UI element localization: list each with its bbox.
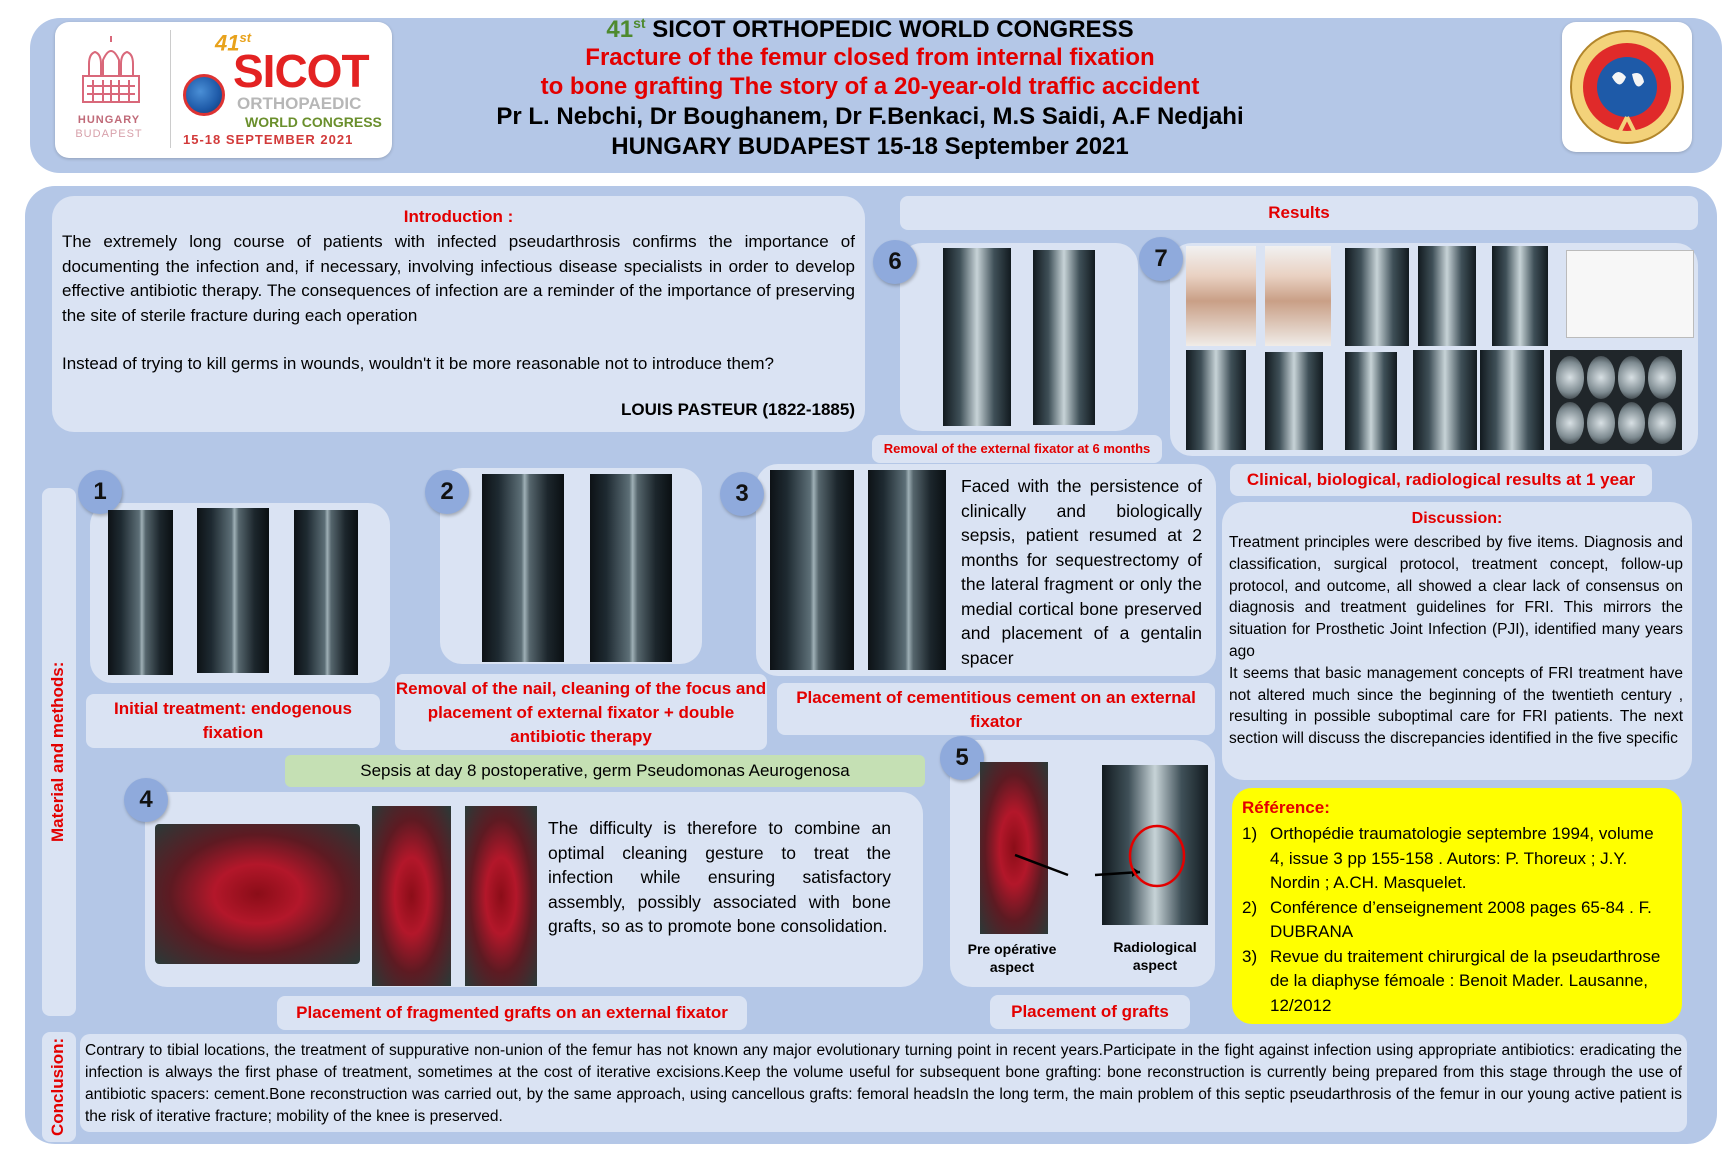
references-heading: Référence: — [1242, 798, 1330, 817]
conclusion-side-label: Conclusion: — [48, 1037, 67, 1137]
step3-xray-1 — [770, 470, 854, 670]
ct-slice — [1556, 356, 1584, 399]
step5-label-preop: Pre opérative aspect — [967, 941, 1057, 975]
references-list — [1242, 822, 1672, 1018]
reference-text: Orthopédie traumatologie septembre 1994, volume 4, issue 3 pp 155-158 . Autors: P. Thoreux ; J.Y. Nordin ; A.CH. Masquelet. — [1270, 824, 1654, 892]
ct-slice — [1587, 402, 1615, 445]
step7-lab-report — [1566, 250, 1694, 338]
reference-item — [1242, 945, 1672, 1019]
logo-divider — [170, 30, 171, 148]
step2-caption: Removal of the nail, cleaning of the focus and placement of external fixator + double antibiotic therapy — [395, 674, 767, 750]
step3-caption: Placement of cementitious cement on an external fixator — [777, 683, 1215, 735]
logo-line1: ORTHOPAEDIC — [237, 94, 362, 113]
logo-line2: WORLD CONGRESS — [245, 114, 382, 130]
logo-globe-icon — [183, 74, 225, 116]
step4-photo-2 — [372, 806, 451, 986]
reference-item — [1242, 896, 1672, 945]
step7-ct-1 — [1418, 246, 1476, 346]
logo-country: HUNGARY — [77, 114, 141, 126]
ct-slice — [1587, 356, 1615, 399]
step7-xray-1 — [1186, 350, 1246, 450]
reference-text: Revue du traitement chirurgical de la pseudarthrose de la diaphyse fémoale : Benoit Mader. Lausanne, 12/2012 — [1270, 946, 1661, 1015]
reference-number: 1) — [1242, 824, 1258, 843]
ct-slice — [1648, 402, 1676, 445]
ct-slice — [1556, 402, 1584, 445]
step7-caption: Clinical, biological, radiological results at 1 year — [1230, 464, 1652, 496]
step7-xray-4 — [1413, 350, 1477, 450]
subtitle-line2: to bone grafting The story of a 20-year-old traffic accident — [540, 73, 1200, 100]
step3-text: Faced with the persistence of clinically and biologically sepsis, patient resumed at 2 months for sequestrectomy of the lateral fragment or only the medial cortical bone preserved and placement of a gentalin spacer — [961, 476, 1202, 668]
page-title — [420, 15, 1320, 44]
step4-photo-1 — [155, 824, 360, 964]
logo-city: BUDAPEST — [75, 128, 143, 140]
methods-side-label: Material and methods: — [48, 661, 67, 843]
ct-slice — [1618, 356, 1646, 399]
step7-xray-pelvis — [1345, 248, 1409, 346]
step6-xray-2 — [1033, 250, 1095, 425]
introduction-heading: Introduction : — [403, 207, 514, 226]
step7-photo-legs-2 — [1265, 246, 1331, 346]
step1-xray-3 — [294, 510, 358, 675]
introduction-para2: Instead of trying to kill germs in wounds, wouldn't it be more reasonable not to introduce them? — [62, 354, 774, 373]
step7-xray-3 — [1345, 352, 1397, 450]
subtitle-line1: Fracture of the femur closed from internal fixation — [585, 44, 1155, 71]
sicot-seal — [1562, 22, 1692, 152]
step4-caption: Placement of fragmented grafts on an external fixator — [277, 996, 747, 1030]
sicot-seal-icon — [1562, 22, 1692, 152]
step3-xray-2 — [868, 470, 946, 670]
step4-photo-3 — [465, 806, 537, 986]
conclusion-text: Contrary to tibial locations, the treatment of suppurative non-union of the femur has not known any major evolutionary turning point in recent years.Participate in the fight against infection using appropriate antibiotics: eradicating the infection is always the first phase of treatment, sometimes at the cost of iterative excisions.Keep the volume useful for subsequent bone grafting: bone reconstruction is currently being prepared from this stage through the use of antibiotic spacers: cement.Bone reconstruction was carried out, by the same approach, using cancellous grafts: femoral headsIn the long term, the main problem of this septic pseudarthrosis of the femur in our young active patient is the risk of iterative fracture; mobility of the knee is preserved. — [85, 1042, 1682, 1125]
quote-author: LOUIS PASTEUR (1822-1885) — [621, 400, 855, 419]
reference-number: 2) — [1242, 897, 1258, 917]
logo-edition-sup: st — [239, 30, 252, 45]
discussion-text: Treatment principles were described by five items. Diagnosis and classification, surgical protocol, treatment concept, follow-up protocol, and outcome, all showed a clear lack of consensus on diagnosis and treatment guidelines for FRI. This mirrors the situation for Prosthetic Joint Infection (PJI), identified many years ago It seems that basic management concepts of FRI treatment have not altered much since the beginning of the twentieth century , resulting in possible suboptimal care for FRI patients. The next section will discuss the discrepancies identified in the five specific — [1229, 534, 1683, 748]
step2-badge: 2 — [425, 470, 469, 514]
step7-ct-2 — [1492, 246, 1548, 346]
step7-ct-slices — [1550, 350, 1682, 450]
logo-edition-num: 41 — [215, 30, 240, 56]
results-heading: Results — [900, 196, 1698, 230]
step5-annotation-arrows — [980, 760, 1210, 940]
step6-badge: 6 — [873, 240, 917, 284]
step6-caption: Removal of the external fixator at 6 months — [872, 435, 1162, 463]
step5-caption: Placement of grafts — [990, 995, 1190, 1029]
logo-dates: 15-18 SEPTEMBER 2021 — [183, 132, 354, 147]
title-rest: SICOT ORTHOPEDIC WORLD CONGRESS — [645, 16, 1134, 43]
step2-xray-2 — [590, 474, 672, 662]
event-location: HUNGARY BUDAPEST 15-18 September 2021 — [611, 133, 1129, 160]
reference-number: 3) — [1242, 946, 1258, 966]
step4-badge: 4 — [124, 778, 168, 822]
title-sup: st — [633, 15, 646, 31]
step1-caption: Initial treatment: endogenous fixation — [86, 694, 380, 748]
sepsis-banner: Sepsis at day 8 postoperative, germ Pseudomonas Aeurogenosa — [285, 755, 925, 787]
step6-xray-1 — [943, 248, 1011, 426]
reference-item — [1242, 822, 1672, 896]
step2-xray-1 — [482, 474, 564, 662]
step1-xray-1 — [108, 510, 173, 675]
congress-logo — [55, 22, 392, 158]
step1-badge: 1 — [78, 470, 122, 514]
step5-badge: 5 — [940, 736, 984, 780]
ct-slice — [1648, 356, 1676, 399]
step7-badge: 7 — [1139, 237, 1183, 281]
step7-xray-2 — [1265, 352, 1323, 450]
ct-slice — [1618, 402, 1646, 445]
authors: Pr L. Nebchi, Dr Boughanem, Dr F.Benkaci, M.S Saidi, A.F Nedjahi — [496, 103, 1244, 130]
discussion-heading: Discussion: — [1411, 510, 1503, 527]
step6-box — [900, 243, 1138, 431]
step7-xray-5 — [1480, 350, 1544, 450]
step7-photo-legs-1 — [1186, 246, 1256, 346]
step5-label-radio: Radiological aspect — [1113, 939, 1197, 973]
reference-text: Conférence d’enseignement 2008 pages 65-84 . F. DUBRANA — [1270, 897, 1652, 941]
step1-xray-2 — [197, 508, 269, 673]
step4-text: The difficulty is therefore to combine an optimal cleaning gesture to treat the infection while ensuring satisfactory assembly, possibly associated with bone grafts, so as to promote bone consolidation. — [548, 818, 891, 936]
step3-badge: 3 — [720, 472, 764, 516]
logo-brand: SICOT — [233, 45, 369, 97]
introduction-para1: The extremely long course of patients with infected pseudarthrosis confirms the importance of documenting the infection and, if necessary, involving infectious disease specialists in order to develop effective antibiotic therapy. The consequences of infection are a reminder of the importance of preserving the site of sterile fracture during each operation — [62, 232, 855, 325]
title-number: 41 — [606, 16, 634, 43]
parliament-icon — [75, 36, 147, 106]
